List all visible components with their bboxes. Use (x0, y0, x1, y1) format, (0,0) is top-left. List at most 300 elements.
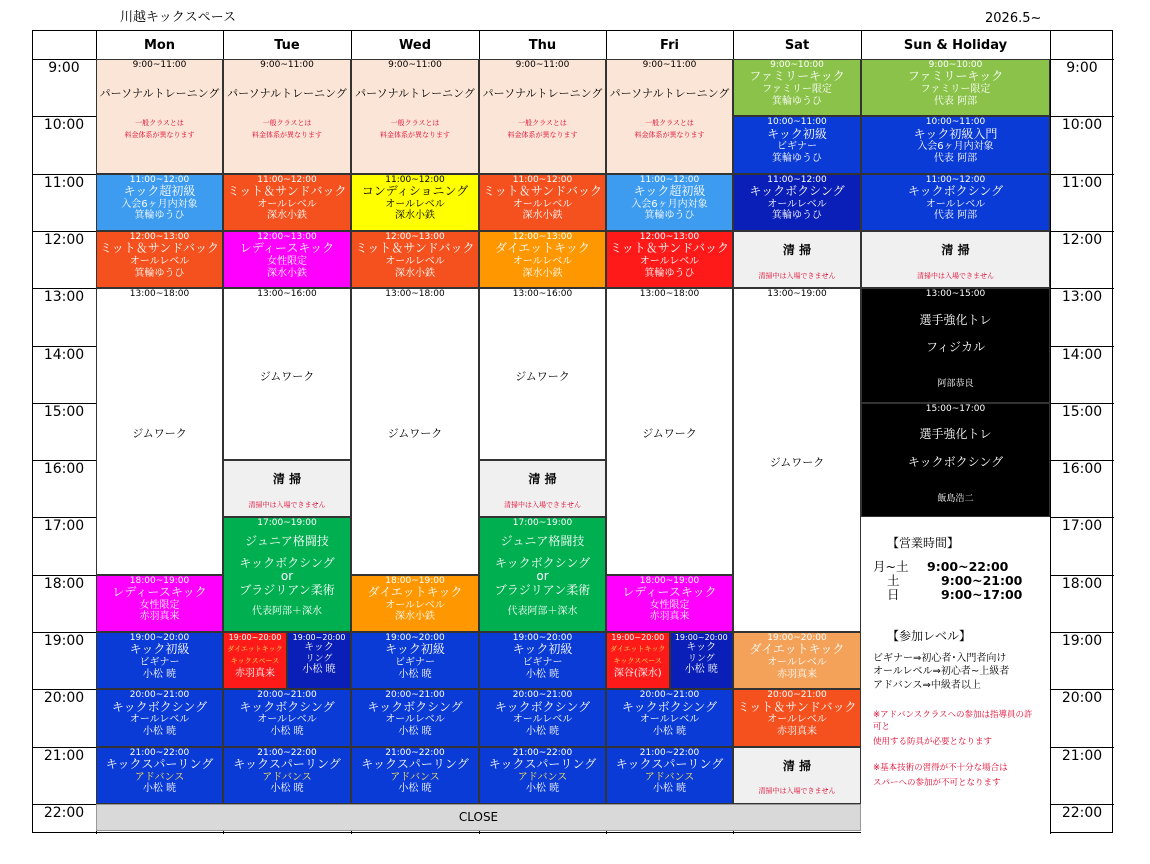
class-name: キックボクシング (621, 699, 718, 714)
family-kick-sun[interactable] (861, 59, 1050, 116)
family-kick-sat[interactable] (733, 59, 861, 116)
kickboxing-sat[interactable] (733, 174, 861, 231)
time-label-left: 12:00 (43, 231, 85, 248)
class-coach: 阿部恭良 (937, 379, 974, 390)
ladies-kick-tue[interactable] (223, 231, 351, 288)
cleaning-tue-16[interactable] (223, 460, 351, 517)
level-item: アドバンス⇒中級者以上 (873, 679, 981, 691)
class-level: オールレベル (639, 256, 700, 268)
time-label-right: 19:00 (1061, 633, 1103, 649)
day-header-6: Sun & Holiday (903, 37, 1008, 53)
class-coach: 代表阿部＋深水 (252, 605, 322, 617)
time-label-right: 10:00 (1061, 117, 1103, 134)
level-title: 【参加レベル】 (887, 628, 972, 643)
class-time: 12:00~13:00 (639, 231, 700, 242)
class-name: パーソナルトレーニング (227, 87, 347, 101)
kick-ring[interactable] (287, 632, 351, 689)
day-header-5: Sat (784, 37, 810, 53)
class-name: ジムワーク (515, 369, 570, 383)
class-note: 一般クラスとは (645, 118, 694, 127)
class-name: キックスパーリング (105, 756, 214, 771)
gymwork-mon[interactable] (96, 288, 223, 575)
class-sub: キックスペース (613, 657, 662, 666)
level-item: オールレベル⇒初心者~上級者 (873, 666, 1010, 678)
class-level: アドバンス (390, 771, 440, 783)
mitt-sandbag-mon[interactable] (96, 231, 223, 288)
class-level: ビギナー (522, 657, 563, 669)
class-level: アドバンス (644, 771, 695, 783)
diet-kick-thu[interactable] (479, 231, 606, 288)
class-level: オールレベル (512, 198, 573, 210)
class-level: 女性限定 (267, 256, 307, 268)
conditioning-wed[interactable] (351, 174, 479, 231)
class-level: オールレベル (129, 256, 190, 268)
cleaning-sat-12[interactable] (733, 231, 861, 288)
ladies-kick-mon[interactable] (96, 575, 223, 632)
class-name: ダイエットキック (610, 645, 666, 654)
kickboxing-evening[interactable] (223, 689, 351, 746)
class-level: 入会6ヶ月内対象 (631, 198, 708, 210)
class-coach: 箕輪ゆうひ (772, 210, 822, 222)
cleaning-label: 清 掃 (272, 472, 302, 487)
hours-row (873, 574, 1040, 588)
class-level: 入会6ヶ月内対象 (917, 141, 994, 153)
gymwork-tue[interactable] (223, 288, 351, 460)
class-time: 20:00~21:00 (129, 690, 190, 701)
kick-sparring[interactable] (351, 747, 479, 804)
time-label-right: 16:00 (1061, 461, 1103, 478)
time-label-right: 15:00 (1061, 403, 1103, 420)
class-sub: キックボクシング (907, 454, 1004, 469)
class-coach: 赤羽真来 (777, 725, 817, 737)
class-name: ジムワーク (387, 426, 443, 440)
class-time: 12:00~13:00 (385, 231, 445, 242)
class-coach: 小松 暁 (684, 664, 718, 676)
diet-kick-wed[interactable] (351, 575, 479, 632)
class-coach: 赤羽真来 (777, 668, 817, 680)
class-time: 19:00~20:00 (512, 633, 573, 643)
class-coach: 深水小鉄 (267, 210, 307, 222)
kickboxing-evening[interactable] (96, 689, 223, 746)
class-sub: キックボクシング (239, 555, 335, 570)
cleaning-sun-12[interactable] (861, 231, 1050, 288)
class-coach: 深水小鉄 (395, 267, 435, 279)
class-level: オールレベル (385, 256, 445, 268)
class-name: パーソナルトレーニング (355, 87, 475, 101)
class-sub: キックボクシング (494, 555, 591, 570)
kick-ring[interactable] (670, 632, 734, 689)
class-time: 12:00~13:00 (512, 231, 573, 242)
class-coach: 小松 暁 (525, 668, 560, 680)
class-level: オールレベル (512, 256, 573, 268)
time-label-right: 11:00 (1061, 174, 1103, 191)
class-coach: 箕輪ゆうひ (772, 95, 822, 107)
info-panel (861, 517, 1050, 834)
time-label-left: 22:00 (43, 804, 85, 821)
class-name: ミット＆サンドバック (227, 183, 347, 198)
hours-time: 9:00~21:00 (941, 572, 1023, 588)
note-spar-1: ※基本技術の習得が不十分な場合は (873, 762, 1008, 773)
class-name: ファミリーキック (749, 69, 845, 84)
time-label-right: 14:00 (1061, 346, 1103, 363)
class-time: 9:00~11:00 (642, 60, 697, 70)
cleaning-note: 清掃中は入場できません (758, 271, 836, 280)
class-level: ファミリー限定 (920, 84, 991, 96)
class-sub: or (280, 569, 294, 584)
class-name: キックスパーリング (615, 756, 724, 771)
class-coach: 小松 暁 (398, 725, 432, 737)
kickboxing-evening[interactable] (351, 689, 479, 746)
class-coach: 深水小鉄 (395, 210, 435, 222)
class-time: 9:00~10:00 (770, 60, 824, 70)
class-time: 20:00~21:00 (257, 690, 317, 701)
personal-training-block[interactable] (351, 59, 479, 174)
kick-beginner-thu[interactable] (479, 632, 606, 689)
class-level: オールレベル (639, 714, 700, 726)
class-name: ジムワーク (769, 455, 825, 469)
level-item: ビギナー⇒初心者･入門者向け (873, 652, 1007, 664)
class-time: 18:00~19:00 (639, 575, 700, 586)
class-time: 11:00~12:00 (639, 174, 700, 185)
class-note: 一般クラスとは (262, 118, 312, 127)
class-name: ミット＆サンドバック (355, 241, 475, 256)
class-coach: 小松 暁 (270, 783, 304, 795)
kick-super-beginner-fri[interactable] (606, 174, 733, 231)
mitt-sandbag-fri[interactable] (606, 231, 733, 288)
kick-sparring[interactable] (606, 747, 733, 804)
class-coach: 深水小鉄 (522, 210, 563, 222)
time-label-right: 18:00 (1061, 575, 1103, 592)
class-time: 13:00~18:00 (639, 289, 700, 300)
class-name: キックボクシング (749, 183, 845, 198)
class-level: オールレベル (385, 198, 445, 210)
class-level: ビギナー (395, 657, 435, 669)
personal-training-block[interactable] (606, 59, 733, 174)
class-time: 17:00~19:00 (257, 518, 317, 529)
time-label-left: 13:00 (43, 289, 85, 306)
note-spar-2: スパーへの参加が不可となります (873, 778, 1001, 789)
class-name: パーソナルトレーニング (609, 87, 730, 101)
time-label-right: 21:00 (1061, 747, 1103, 764)
class-name: ダイエットキック (367, 585, 463, 600)
class-name: キックスパーリング (361, 756, 469, 771)
pro-training-physical-sun[interactable] (861, 288, 1050, 403)
class-time: 15:00~17:00 (925, 403, 986, 414)
class-time: 18:00~19:00 (385, 575, 445, 586)
class-time: 11:00~12:00 (257, 174, 317, 185)
class-name: キック初級 (129, 642, 190, 657)
cleaning-label: 清 掃 (782, 758, 812, 773)
class-name: ダイエットキック (495, 241, 590, 256)
diet-kick-space[interactable] (606, 632, 670, 689)
class-name: キックボクシング (239, 699, 335, 714)
cleaning-sat-21[interactable] (733, 747, 861, 804)
mitt-sandbag-sat[interactable] (733, 689, 861, 746)
day-header-3: Thu (528, 37, 557, 53)
class-level: オールレベル (767, 714, 827, 726)
class-level: アドバンス (262, 771, 312, 783)
class-time: 17:00~19:00 (512, 518, 573, 529)
time-label-right: 22:00 (1061, 804, 1103, 821)
class-time: 21:00~22:00 (385, 747, 445, 758)
kick-beginner-mon[interactable] (96, 632, 223, 689)
class-level: オールレベル (385, 599, 445, 611)
class-time: 9:00~11:00 (260, 60, 314, 70)
close-bar: CLOSE (96, 804, 861, 831)
class-time: 11:00~12:00 (925, 174, 986, 185)
kickboxing-sun[interactable] (861, 174, 1050, 231)
class-coach: 飯島浩二 (937, 493, 974, 504)
class-sub: キックスペース (230, 657, 280, 666)
kickboxing-evening[interactable] (606, 689, 733, 746)
class-name: ジムワーク (259, 369, 315, 383)
class-name: キックボクシング (111, 699, 208, 714)
hours-day: 土 (887, 572, 900, 588)
class-time: 10:00~11:00 (767, 117, 827, 128)
class-level: 入会6ヶ月内対象 (121, 198, 198, 210)
cleaning-label: 清 掃 (528, 472, 557, 487)
time-label-left: 10:00 (43, 117, 85, 134)
class-time: 21:00~22:00 (129, 747, 190, 758)
class-time: 21:00~22:00 (512, 747, 573, 758)
class-sub: リング (687, 653, 715, 664)
class-time: 21:00~22:00 (639, 747, 700, 758)
class-name: ミット＆サンドバック (100, 241, 219, 256)
personal-training-block[interactable] (223, 59, 351, 174)
class-name: ミット＆サンドバック (737, 699, 857, 714)
class-time: 18:00~19:00 (129, 575, 190, 586)
class-note: 一般クラスとは (518, 118, 567, 127)
mitt-sandbag-tue[interactable] (223, 174, 351, 231)
class-level: ビギナー (777, 141, 817, 153)
class-time: 12:00~13:00 (129, 231, 190, 242)
class-name: 選手強化トレ (919, 427, 992, 442)
kickboxing-evening[interactable] (479, 689, 606, 746)
class-note: 料金体系が異なります (507, 131, 578, 140)
class-coach: 小松 暁 (398, 668, 432, 680)
class-coach: 箕輪ゆうひ (134, 210, 185, 222)
class-coach: 小松 暁 (270, 725, 304, 737)
cleaning-note: 清掃中は入場できません (248, 500, 326, 509)
class-time: 20:00~21:00 (639, 690, 700, 701)
class-time: 13:00~18:00 (385, 289, 445, 300)
class-time: 19:00~20:00 (767, 633, 827, 643)
class-name: キックボクシング (367, 699, 463, 714)
class-level: 女性限定 (139, 599, 180, 611)
gymwork-fri[interactable] (606, 288, 733, 575)
diet-kick-sat[interactable] (733, 632, 861, 689)
class-coach: 小松 暁 (398, 783, 432, 795)
class-coach: 小松 暁 (142, 783, 177, 795)
class-time: 9:00~10:00 (928, 60, 983, 70)
class-note: 料金体系が異なります (380, 131, 450, 140)
class-time: 20:00~21:00 (385, 690, 445, 701)
class-coach: 小松 暁 (142, 725, 177, 737)
class-time: 19:00~20:00 (611, 633, 665, 642)
class-sub: ブラジリアン柔術 (239, 583, 335, 598)
day-header-1: Tue (274, 37, 300, 53)
class-coach: 赤羽真来 (235, 668, 275, 680)
cleaning-label: 清 掃 (782, 242, 812, 257)
time-label-left: 15:00 (43, 403, 85, 420)
class-level: アドバンス (517, 771, 568, 783)
time-label-left: 16:00 (43, 461, 85, 478)
cleaning-thu-16[interactable] (479, 460, 606, 517)
schedule-grid (32, 30, 1113, 833)
class-level: オールレベル (257, 714, 317, 726)
pro-training-kickboxing-sun[interactable] (861, 403, 1050, 518)
class-name: キックスパーリング (488, 756, 597, 771)
junior-martial-arts[interactable] (223, 517, 351, 632)
class-name: レディースキック (239, 241, 335, 256)
gymwork-sat[interactable] (733, 288, 861, 632)
class-level: ビギナー (139, 657, 180, 669)
class-coach: 代表 阿部 (933, 210, 978, 222)
time-label-right: 9:00 (1066, 60, 1098, 76)
class-name: キック初級 (767, 126, 827, 141)
class-time: 11:00~12:00 (385, 174, 445, 185)
kick-sparring[interactable] (223, 747, 351, 804)
cleaning-note: 清掃中は入場できません (504, 500, 581, 509)
hours-title: 【営業時間】 (887, 536, 960, 551)
time-label-left: 9:00 (48, 60, 80, 76)
class-name: ジムワーク (642, 426, 697, 440)
class-time: 9:00~11:00 (515, 60, 570, 70)
class-name: キックボクシング (907, 183, 1004, 198)
class-note: 一般クラスとは (135, 118, 184, 127)
personal-training-block[interactable] (479, 59, 606, 174)
kick-beginner-wed[interactable] (351, 632, 479, 689)
class-coach: 代表阿部＋深水 (507, 605, 578, 617)
gym-name: 川越キックスペース (120, 10, 236, 25)
class-name: キック (304, 642, 334, 654)
gymwork-thu[interactable] (479, 288, 606, 460)
kick-intro-sun[interactable] (861, 116, 1050, 173)
class-name: キックボクシング (494, 699, 591, 714)
class-coach: 箕輪ゆうひ (772, 152, 822, 164)
class-coach: 小松 暁 (142, 668, 177, 680)
note-advance-2: 使用する防具が必要となります (873, 737, 993, 748)
class-time: 9:00~11:00 (388, 60, 442, 70)
class-name: ジムワーク (132, 426, 187, 440)
class-time: 13:00~19:00 (767, 289, 827, 300)
class-name: コンディショニング (361, 183, 469, 198)
hours-time: 9:00~22:00 (927, 558, 1009, 574)
ladies-kick-fri[interactable] (606, 575, 733, 632)
time-label-right: 13:00 (1061, 289, 1103, 306)
class-note: 料金体系が異なります (252, 131, 322, 140)
class-name: キックスパーリング (233, 756, 341, 771)
class-coach: 深水小鉄 (267, 267, 307, 279)
kick-super-beginner-mon[interactable] (96, 174, 223, 231)
class-time: 11:00~12:00 (512, 174, 573, 185)
class-level: オールレベル (129, 714, 190, 726)
class-name: ダイエットキック (227, 645, 283, 654)
class-level: 女性限定 (649, 599, 690, 611)
class-time: 12:00~13:00 (257, 231, 317, 242)
class-time: 19:00~20:00 (129, 633, 190, 643)
class-time: 11:00~12:00 (767, 174, 827, 185)
class-time: 13:00~15:00 (925, 289, 986, 300)
kick-sparring[interactable] (479, 747, 606, 804)
time-label-left: 20:00 (43, 690, 85, 707)
class-level: オールレベル (257, 198, 317, 210)
class-name: レディースキック (622, 585, 717, 600)
note-advance-1: ※アドバンスクラスへの参加は指導員の許可と (873, 710, 1033, 732)
class-name: 選手強化トレ (919, 312, 992, 327)
class-name: レディースキック (112, 585, 207, 600)
class-name: キック初級 (385, 642, 445, 657)
class-time: 19:00~20:00 (385, 633, 445, 643)
time-label-left: 18:00 (43, 575, 85, 592)
class-coach: 代表 阿部 (933, 152, 978, 164)
class-name: ミット＆サンドバック (610, 241, 729, 256)
class-level: オールレベル (767, 198, 827, 210)
class-note: 料金体系が異なります (634, 131, 705, 140)
schedule-date: 2026.5~ (985, 11, 1042, 26)
cleaning-label: 清 掃 (941, 242, 970, 257)
personal-training-block[interactable] (96, 59, 223, 174)
gymwork-wed[interactable] (351, 288, 479, 575)
day-header-4: Fri (660, 37, 679, 53)
class-level: オールレベル (767, 657, 827, 669)
mitt-sandbag-thu[interactable] (479, 174, 606, 231)
class-time: 9:00~11:00 (132, 60, 187, 70)
class-coach: 赤羽真来 (139, 611, 180, 623)
class-coach: 小松 暁 (652, 783, 687, 795)
class-level: オールレベル (925, 198, 986, 210)
time-label-right: 20:00 (1061, 690, 1103, 707)
time-label-left: 21:00 (43, 747, 85, 764)
class-sub: リング (305, 653, 333, 664)
class-coach: 赤羽真来 (649, 611, 690, 623)
class-level: オールレベル (512, 714, 573, 726)
class-coach: 小松 暁 (652, 725, 687, 737)
class-coach: 深水小鉄 (522, 267, 563, 279)
class-name: ジュニア格闘技 (245, 533, 329, 548)
class-coach: 代表 阿部 (933, 95, 978, 107)
class-time: 20:00~21:00 (767, 690, 827, 701)
class-coach: 箕輪ゆうひ (644, 210, 695, 222)
kick-beginner-sat[interactable] (733, 116, 861, 173)
cleaning-note: 清掃中は入場できません (758, 787, 836, 796)
junior-martial-arts[interactable] (479, 517, 606, 632)
cleaning-note: 清掃中は入場できません (917, 271, 994, 280)
class-name: ミット＆サンドバック (483, 183, 602, 198)
class-coach: 深水小鉄 (395, 611, 435, 623)
class-name: パーソナルトレーニング (482, 87, 603, 101)
class-coach: 深谷(深水) (613, 668, 662, 680)
class-coach: 小松 暁 (302, 664, 336, 676)
kick-sparring[interactable] (96, 747, 223, 804)
diet-kick-space[interactable] (223, 632, 287, 689)
class-coach: 箕輪ゆうひ (134, 267, 185, 279)
hours-day: 月~土 (873, 558, 909, 574)
class-sub: ブラジリアン柔術 (494, 583, 591, 598)
class-coach: 小松 暁 (525, 725, 560, 737)
class-level: ファミリー限定 (762, 84, 832, 96)
day-header-2: Wed (399, 37, 431, 53)
class-level: アドバンス (134, 771, 185, 783)
mitt-sandbag-wed[interactable] (351, 231, 479, 288)
col-line (1050, 31, 1051, 834)
class-sub: or (536, 569, 549, 584)
class-name: ダイエットキック (749, 642, 845, 657)
class-time: 13:00~16:00 (257, 289, 317, 300)
class-name: ファミリーキック (907, 69, 1004, 84)
time-label-left: 17:00 (43, 518, 85, 535)
class-time: 20:00~21:00 (512, 690, 573, 701)
